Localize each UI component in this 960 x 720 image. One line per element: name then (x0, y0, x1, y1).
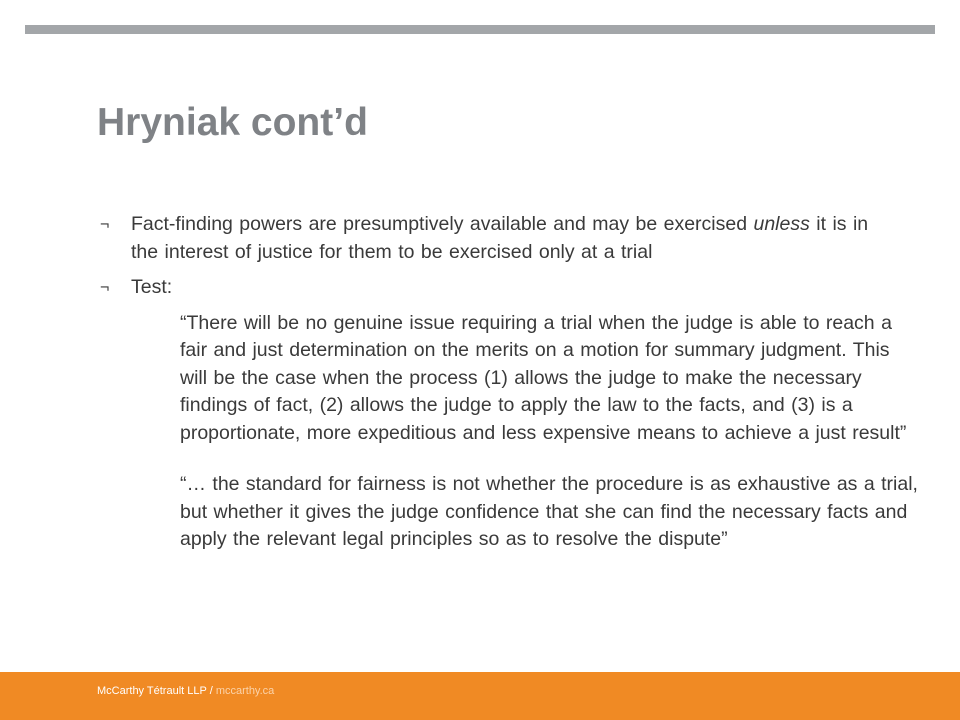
footer-separator: / (206, 685, 216, 697)
bullet-emphasis: unless (753, 213, 810, 235)
bullet-item-test (97, 274, 897, 302)
quote-test-definition: “There will be no genuine issue requiring a trial when the judge is able to reach a fair and just determination on the merits on a motion for summary judgment. This will be the case when the process (1) allows the judge to make the necessary findings of fact, (2) allows the judge to apply the law to the facts, and (3) is a proportionate, more expeditious and less expensive means to achieve a just result” (180, 311, 907, 444)
bullet-text-start: Fact-finding powers are presumptively available and may be exercised (131, 213, 754, 235)
top-divider-bar (25, 25, 935, 34)
bullet-marker-icon: ¬ (100, 279, 110, 296)
bullet-text (131, 213, 868, 263)
quote-fairness-standard: “… the standard for fairness is not whether the procedure is as exhaustive as a trial, but whether it gives the judge confidence that she can find the necessary facts and apply the relevant legal principles so as to resolve the dispute” (180, 473, 918, 550)
bullet-marker-icon: ¬ (100, 216, 110, 233)
slide-body (97, 211, 918, 554)
footer-bar (0, 672, 960, 720)
bullet-text: Test: (131, 276, 173, 298)
slide-title: Hryniak cont’d (97, 101, 368, 144)
footer-website-link[interactable]: mccarthy.ca (215, 685, 275, 697)
bullet-item-fact-finding (97, 211, 897, 266)
bullet-text-end: it is in the interest of justice for them to be exercised only at a trial (131, 213, 869, 263)
footer-text (97, 685, 274, 697)
footer-firm-name: McCarthy Tétrault LLP (97, 685, 207, 697)
